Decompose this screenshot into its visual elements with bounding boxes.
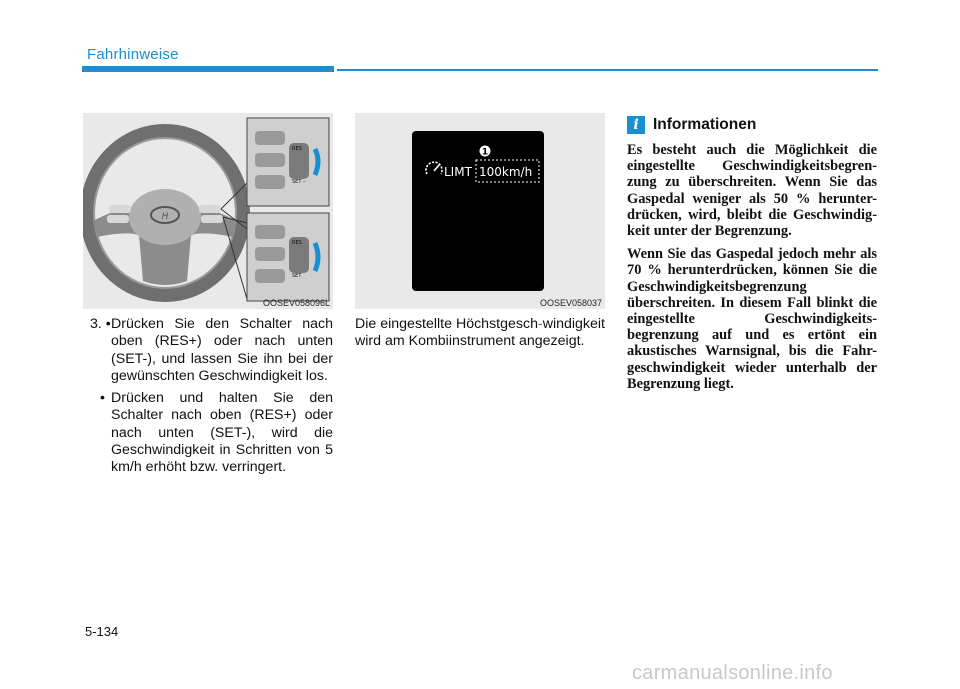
item-text: Drücken Sie den Schalter nach oben (RES+) oder nach unten (SET-), und lassen Sie ihn bei der gewünschten Geschwindigkeit los. (111, 316, 333, 384)
steering-wheel-figure (83, 113, 333, 309)
figure-code: OOSEV058037 (539, 298, 602, 308)
header-rule-thick (82, 66, 334, 72)
cluster-screen (412, 131, 544, 291)
set-label-upper: SET – (292, 179, 306, 185)
info-title: Informationen (653, 116, 757, 133)
list-item (90, 316, 333, 385)
figure-code: OOSEV058096L (262, 298, 330, 308)
cluster-display-illustration (355, 113, 605, 309)
info-body (627, 142, 877, 399)
item-text: Drücken und halten Sie den Schalter nach oben (RES+) oder nach unten (SET-), wird die Geschwindigkeit in Schritten von 5 km/h erhöht bzw. verringert. (111, 390, 333, 476)
section-title: Fahrhinweise (87, 46, 179, 63)
svg-text:H: H (161, 212, 169, 222)
info-icon: i (627, 116, 645, 134)
header-rule-thin (337, 69, 878, 71)
instruction-list (90, 316, 333, 482)
watermark[interactable]: carmanualsonline.info (632, 662, 833, 684)
list-item (90, 390, 333, 476)
page-number: 5-134 (85, 624, 119, 639)
display-caption: Die eingestellte Höchstgesch-windigkeit wird am Kombiinstrument angezeigt. (355, 316, 606, 350)
steering-wheel-illustration (83, 113, 333, 309)
info-paragraph: Es besteht auch die Möglichkeit die eingestellte Geschwindigkeitsbegren- zung zu überschreiten. Wenn Sie das Gaspedal weniger als 50 % herunter- drücken, wird, bleibt die Geschwindig- keit unter der Begrenzung. (627, 142, 877, 240)
cluster-display-figure (355, 113, 605, 309)
callout-number: 1 (481, 147, 489, 158)
limit-label: LIMT (444, 165, 472, 179)
speed-value: 100km/h (479, 165, 533, 179)
set-label-lower: SET (292, 273, 302, 279)
bullet: • (100, 390, 105, 407)
res-label-upper: RES (292, 146, 302, 152)
step-number: 3. • (90, 316, 111, 332)
info-paragraph: Wenn Sie das Gaspedal jedoch mehr als 70 % herunterdrücken, können Sie die Geschwindigkeitsbegrenzung überschreiten. In diesem Fall blinkt die eingestellte Geschwindigkeits- begrenzung auf und es ertönt ein akustisches Warnsignal, bis die Fahr- geschwindigkeit wieder unterhalb der Begrenzung liegt. (627, 246, 877, 392)
res-label-lower: RES (292, 240, 302, 246)
